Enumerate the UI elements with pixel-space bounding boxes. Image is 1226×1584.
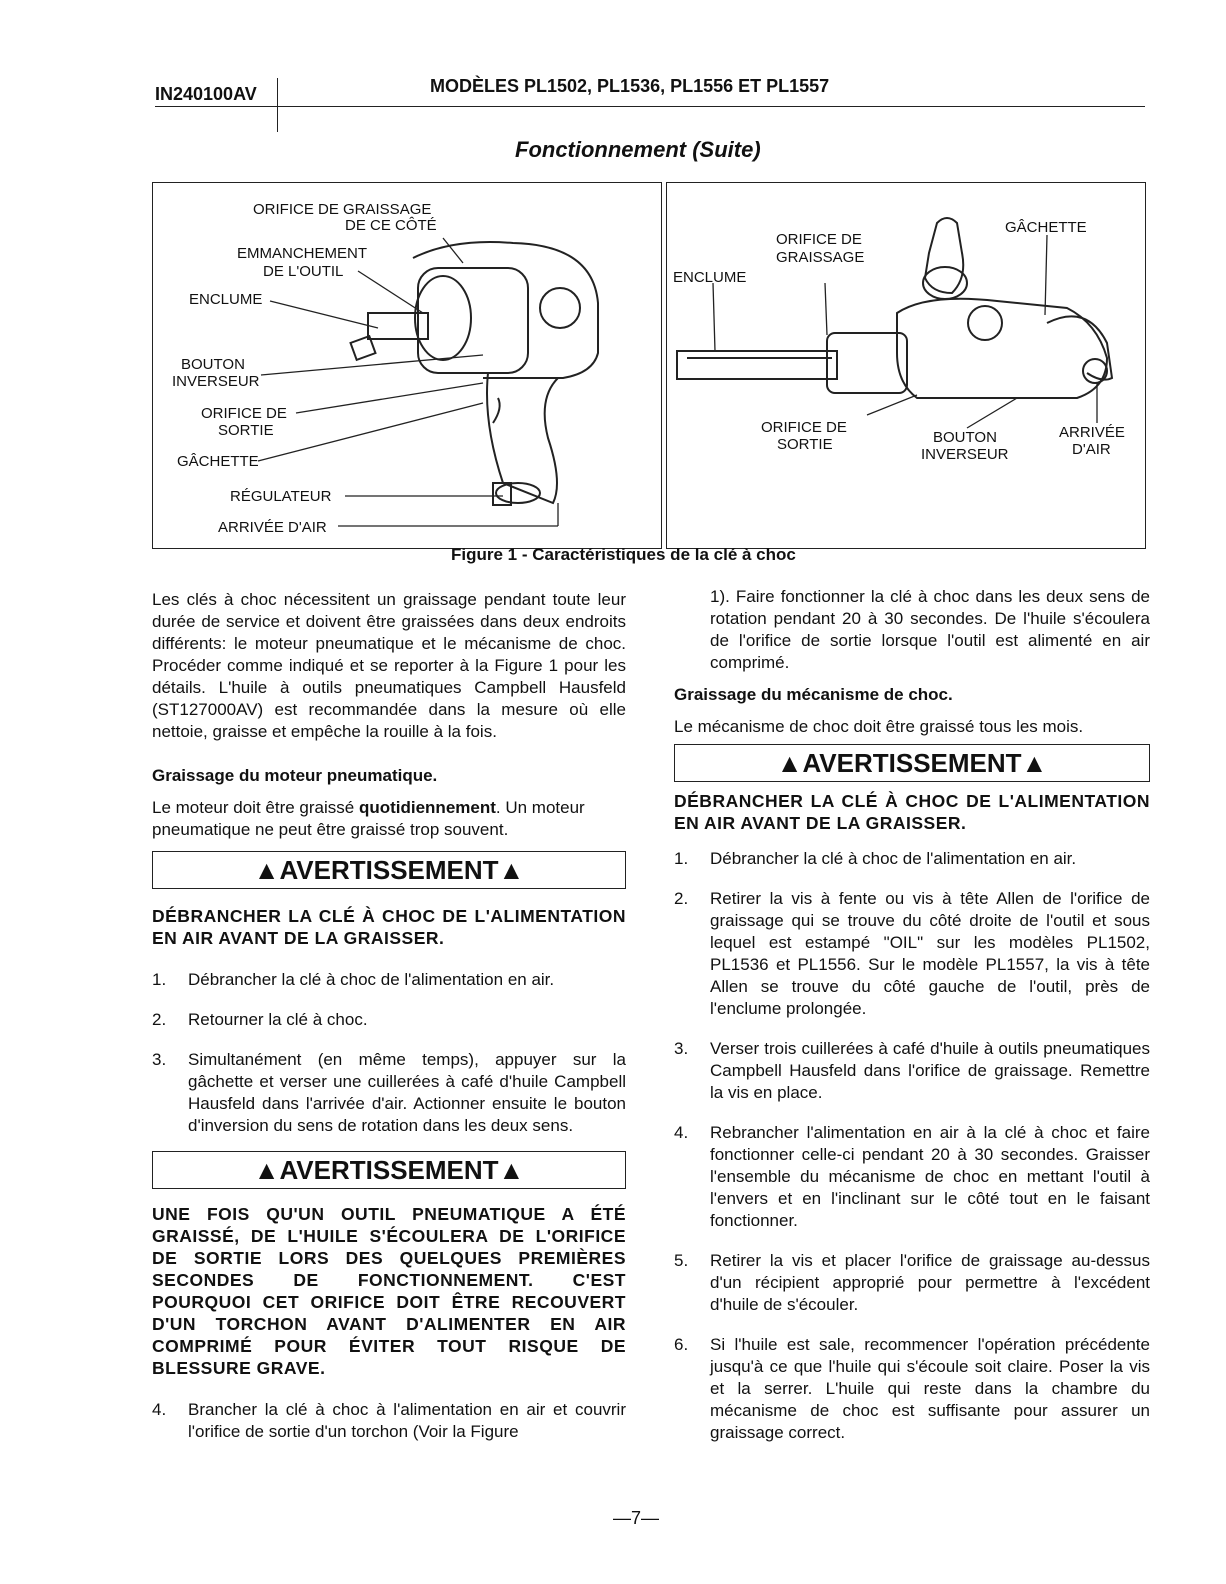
steps-list-moteur [152,969,626,1137]
inline-wrench-illustration [667,183,1145,548]
label-graissage-right: GRAISSAGE [776,249,865,266]
list-item: 3. Verser trois cuillerées à café d'huile à outils pneumatiques Campbell Hausfeld dans l'orifice de graissage. Remettre la vis en place. [674,1039,1150,1102]
moteur-paragraph: Le moteur doit être graissé quotidiennement. Un moteur pneumatique ne peut être graissé trop souvent. [152,798,585,839]
left-column [152,589,626,1443]
warning-box-2: ▲AVERTISSEMENT▲ [152,1151,626,1189]
label-de-l-outil: DE L'OUTIL [263,263,344,280]
right-column [674,586,1150,1444]
list-item: 1. Débrancher la clé à choc de l'alimentation en air. [674,849,1077,868]
label-orifice-de-sortie-right: ORIFICE DE [761,419,847,436]
label-sortie-right: SORTIE [777,436,833,453]
list-item: 2. Retourner la clé à choc. [152,1010,368,1029]
section-title: Fonctionnement (Suite) [515,137,761,162]
label-orifice-graissage: ORIFICE DE GRAISSAGE [253,201,432,218]
figure-caption: Figure 1 - Caractéristiques de la clé à choc [451,545,796,564]
header-rule [155,106,1145,107]
list-item: 3. Simultanément (en même temps), appuyer sur la gâchette et verser une cuillerées à café d'huile Campbell Hausfeld dans l'arrivée d'air. Actionner ensuite le bouton d'inversion du sens de rotation dans les deux sens. [152,1050,626,1135]
label-inverseur: INVERSEUR [172,373,260,390]
choc-paragraph: Le mécanisme de choc doit être graissé tous les mois. [674,717,1084,736]
list-item: 4. Rebrancher l'alimentation en air à la clé à choc et faire fonctionner celle-ci pendant 20 à 30 secondes. Graisser l'ensemble du mécanisme de choc en mettant l'outil à l'envers et en l'inclinant sur le côté tout en le faisant fonctionner. [674,1123,1150,1230]
warning-text-2: UNE FOIS QU'UN OUTIL PNEUMATIQUE A ÉTÉ GRAISSÉ, DE L'HUILE S'ÉCOULERA DE L'ORIFICE DE SORTIE LORS DES QUELQUES PREMIÈRES SECONDES DE FONCTIONNEMENT. C'EST POURQUOI CET ORIFICE DOIT ÊTRE RECOUVERT D'UN TORCHON AVANT D'ALIMENTER EN AIR COMPRIMÉ POUR ÉVITER TOUT RISQUE DE BLESSURE GRAVE. [152,1204,626,1378]
list-item: 2. Retirer la vis à fente ou vis à tête Allen de l'orifice de graissage qui se trouve du côté droite de l'outil et sous lequel est estampé "OIL" sur les modèles PL1502, PL1536 et PL1556. Sur le modèle PL1557, la vis à tête Allen se trouve du côté gauche de l'outil, près de l'enclume prolongée. [674,889,1150,1018]
figure-left-panel [152,182,662,549]
label-regulateur: RÉGULATEUR [230,488,332,505]
label-gachette-right: GÂCHETTE [1005,219,1087,236]
figure-right-panel [666,182,1146,549]
list-item: 4. Brancher la clé à choc à l'alimentation en air et couvrir l'orifice de sortie d'un torchon (Voir la Figure [152,1400,626,1441]
page-number: —7— [613,1508,660,1528]
header-divider [277,78,278,132]
label-arrivee-right: ARRIVÉE [1059,424,1125,441]
heading-choc: Graissage du mécanisme de choc. [674,685,953,704]
label-bouton-right: BOUTON [933,429,997,446]
label-enclume: ENCLUME [189,291,263,308]
list-item: 5. Retirer la vis et placer l'orifice de graissage au-dessus d'un récipient approprié pour permettre à l'excédent d'huile de s'écouler. [674,1251,1150,1314]
warning-box-3: ▲AVERTISSEMENT▲ [674,744,1150,782]
warning-text-3: DÉBRANCHER LA CLÉ À CHOC DE L'ALIMENTATION EN AIR AVANT DE LA GRAISSER. [674,791,1150,833]
warning-box-1: ▲AVERTISSEMENT▲ [152,851,626,889]
label-bouton: BOUTON [181,356,245,373]
label-enclume-right: ENCLUME [673,269,747,286]
label-gachette: GÂCHETTE [177,453,259,470]
intro-paragraph: Les clés à choc nécessitent un graissage pendant toute leur durée de service et doivent être graissées dans deux endroits différents: le moteur pneumatique et le mécanisme de choc. Procéder comme indiqué et se reporter à la Figure 1 pour les détails. L'huile à outils pneumatiques Campbell Hausfeld (ST127000AV) est recommandée dans la mesure où elle nettoie, graisse et empêche la rouille à la fois. [152,590,626,741]
list-item-continued: 1). Faire fonctionner la clé à choc dans les deux sens de rotation pendant 20 à 30 secondes. De l'huile s'écoulera de l'orifice de sortie lorsque l'outil est alimenté en air comprimé. [710,587,1150,672]
document-code: IN240100AV [155,84,257,104]
label-d-air-right: D'AIR [1072,441,1111,458]
list-item: 6. Si l'huile est sale, recommencer l'opération précédente jusqu'à ce que l'huile qui s'écoule soit claire. Poser la vis et la serrer. L'huile qui reste dans la chambre du mécanisme de choc est suffisante pour assurer un graissage correct. [674,1335,1150,1442]
heading-moteur: Graissage du moteur pneumatique. [152,766,438,785]
label-arrivee-air: ARRIVÉE D'AIR [218,519,327,536]
label-orifice-de-sortie: ORIFICE DE [201,405,287,422]
label-emmanchement: EMMANCHEMENT [237,245,367,262]
models-title: MODÈLES PL1502, PL1536, PL1556 ET PL1557 [430,76,830,96]
label-sortie: SORTIE [218,422,274,439]
label-inverseur-right: INVERSEUR [921,446,1009,463]
label-de-ce-cote: DE CE CÔTÉ [345,217,437,234]
list-item: 1. Débrancher la clé à choc de l'alimentation en air. [152,970,555,989]
warning-text-1: DÉBRANCHER LA CLÉ À CHOC DE L'ALIMENTATION EN AIR AVANT DE LA GRAISSER. [152,906,626,948]
label-orifice-de-right: ORIFICE DE [776,231,862,248]
steps-list-choc [674,848,1150,1444]
